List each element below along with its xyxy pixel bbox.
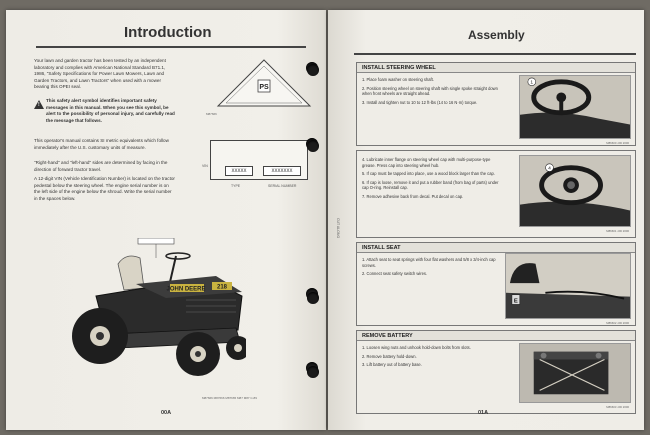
step-item: 1. Place foam washer on steering shaft. xyxy=(362,77,434,82)
intro-paragraph-4: "Right-hand" and "left-hand" sides are determined by facing in the direction of forward tractor travel. xyxy=(34,160,168,172)
photo-caption: M86601 JJD 2000 xyxy=(606,229,629,233)
steering-wheel-photo xyxy=(519,75,631,139)
tractor-brand-text: JOHN DEERE xyxy=(166,286,206,293)
figure-note: M87666 M87666 M87665 M87 M87 C-89 xyxy=(202,396,257,400)
section-steering-cap xyxy=(356,150,636,238)
intro-paragraph-3: This operator's manual contains SI metric equivalents which follow immediately after the U.S. customary units of measure. xyxy=(34,138,169,150)
tractor-model-text: 218 xyxy=(216,284,228,291)
warning-triangle-icon: ! xyxy=(34,100,44,109)
vin-serial-field: XXXXXXX xyxy=(263,166,301,176)
step-item: 5. If cap must be tapped into place, use a wood block larger than the cap. xyxy=(362,171,495,177)
photo-caption: M86603 JJD 2000 xyxy=(606,405,629,409)
section-heading: REMOVE BATTERY xyxy=(357,331,635,341)
binder-hole xyxy=(307,140,319,152)
opei-seal-icon xyxy=(216,58,312,108)
right-page xyxy=(328,10,644,430)
page-number-right: 01A xyxy=(478,410,489,416)
section-heading: INSTALL SEAT xyxy=(357,243,635,253)
step-item: 6. If cap is loose, remove it and put a rubber band (from bag of parts) under cap O-ring. Reinstall cap. xyxy=(362,179,499,191)
vin-side-label: VIN xyxy=(202,164,208,168)
step-item: 2. Position steering wheel on steering shaft with single spoke straight down when front wheels are straight ahead. xyxy=(362,85,498,97)
page-title: Introduction xyxy=(124,24,212,41)
step-item: 2. Connect seat safety switch wires. xyxy=(362,271,428,277)
gutter-mark: CUT ALONG xyxy=(336,218,340,239)
tractor-illustration xyxy=(66,238,246,388)
battery-photo xyxy=(519,343,631,403)
title-rule xyxy=(36,46,306,48)
step-item: 4. Lubricate inner flange on steering wheel cap with multi-purpose-type grease. Press cap into steering wheel hub. xyxy=(362,157,491,168)
binder-holes xyxy=(329,10,343,430)
photo-caption: M86602 JJD 2000 xyxy=(606,321,629,325)
binder-hole xyxy=(307,292,319,304)
title-rule xyxy=(354,53,636,55)
section-remove-battery xyxy=(356,330,636,414)
step-item: 1. Loosen wing nuts and unhook hold-down bolts from slots. xyxy=(362,345,471,350)
section-install-steering-wheel xyxy=(356,62,636,146)
section-heading: INSTALL STEERING WHEEL xyxy=(357,63,635,73)
seat-photo xyxy=(505,253,631,319)
svg-text:4: 4 xyxy=(548,166,551,172)
step-item: 3. Install and tighten nut to 10 to 12 ft-lbs (14 to 16 N·m) torque. xyxy=(362,99,478,105)
vin-type-label: TYPE xyxy=(231,184,241,188)
svg-text:E: E xyxy=(513,298,518,305)
svg-text:1: 1 xyxy=(530,80,534,86)
section-install-seat xyxy=(356,242,636,326)
step-item: 7. Remove adhesive back from decal. Put decal on cap. xyxy=(362,193,464,199)
vin-plate xyxy=(210,140,308,180)
page-title: Assembly xyxy=(468,28,525,42)
vin-serial-label: SERIAL NUMBER xyxy=(268,184,297,188)
intro-paragraph-5: A 12-digit VIN (Vehicle Identification Number) is located on the tractor pedestal below the steering wheel. The engine serial number is on the left side of the engine below the shroud. Write the serial number in the spaces below. xyxy=(34,176,175,201)
vin-type-field: XXXXX xyxy=(225,166,253,176)
photo-caption: M86600 JJD 2000 xyxy=(606,141,629,145)
step-item: 2. Remove battery hold-down. xyxy=(362,353,417,359)
seal-code: M87666 xyxy=(206,112,217,116)
step-item: 1. Attach seat to seat springs with four flat washers and 5/8 x 3/4-inch cap screws. xyxy=(362,257,496,268)
safety-alert-paragraph: This safety alert symbol identifies important safety messages in this manual. When you see this symbol, be alert to the possibility of personal injury, and carefully read the message that follows. xyxy=(46,98,175,123)
steering-cap-photo xyxy=(519,155,631,227)
binder-hole xyxy=(307,64,319,76)
left-page xyxy=(6,10,326,430)
page-number-left: 00A xyxy=(161,410,172,416)
intro-paragraph-1: Your lawn and garden tractor has been tested by an independent laboratory and complies with American National Standard B71.1, 1986, "Safety Specifications for Power Lawn Mowers, Lawn and Garden Tractors, and Lawn Tractors" when used with a mower bearing this OPEI seal. xyxy=(34,58,166,90)
svg-text:PS: PS xyxy=(259,84,269,91)
binder-hole xyxy=(307,366,319,378)
step-item: 3. Lift battery out of battery base. xyxy=(362,362,422,368)
